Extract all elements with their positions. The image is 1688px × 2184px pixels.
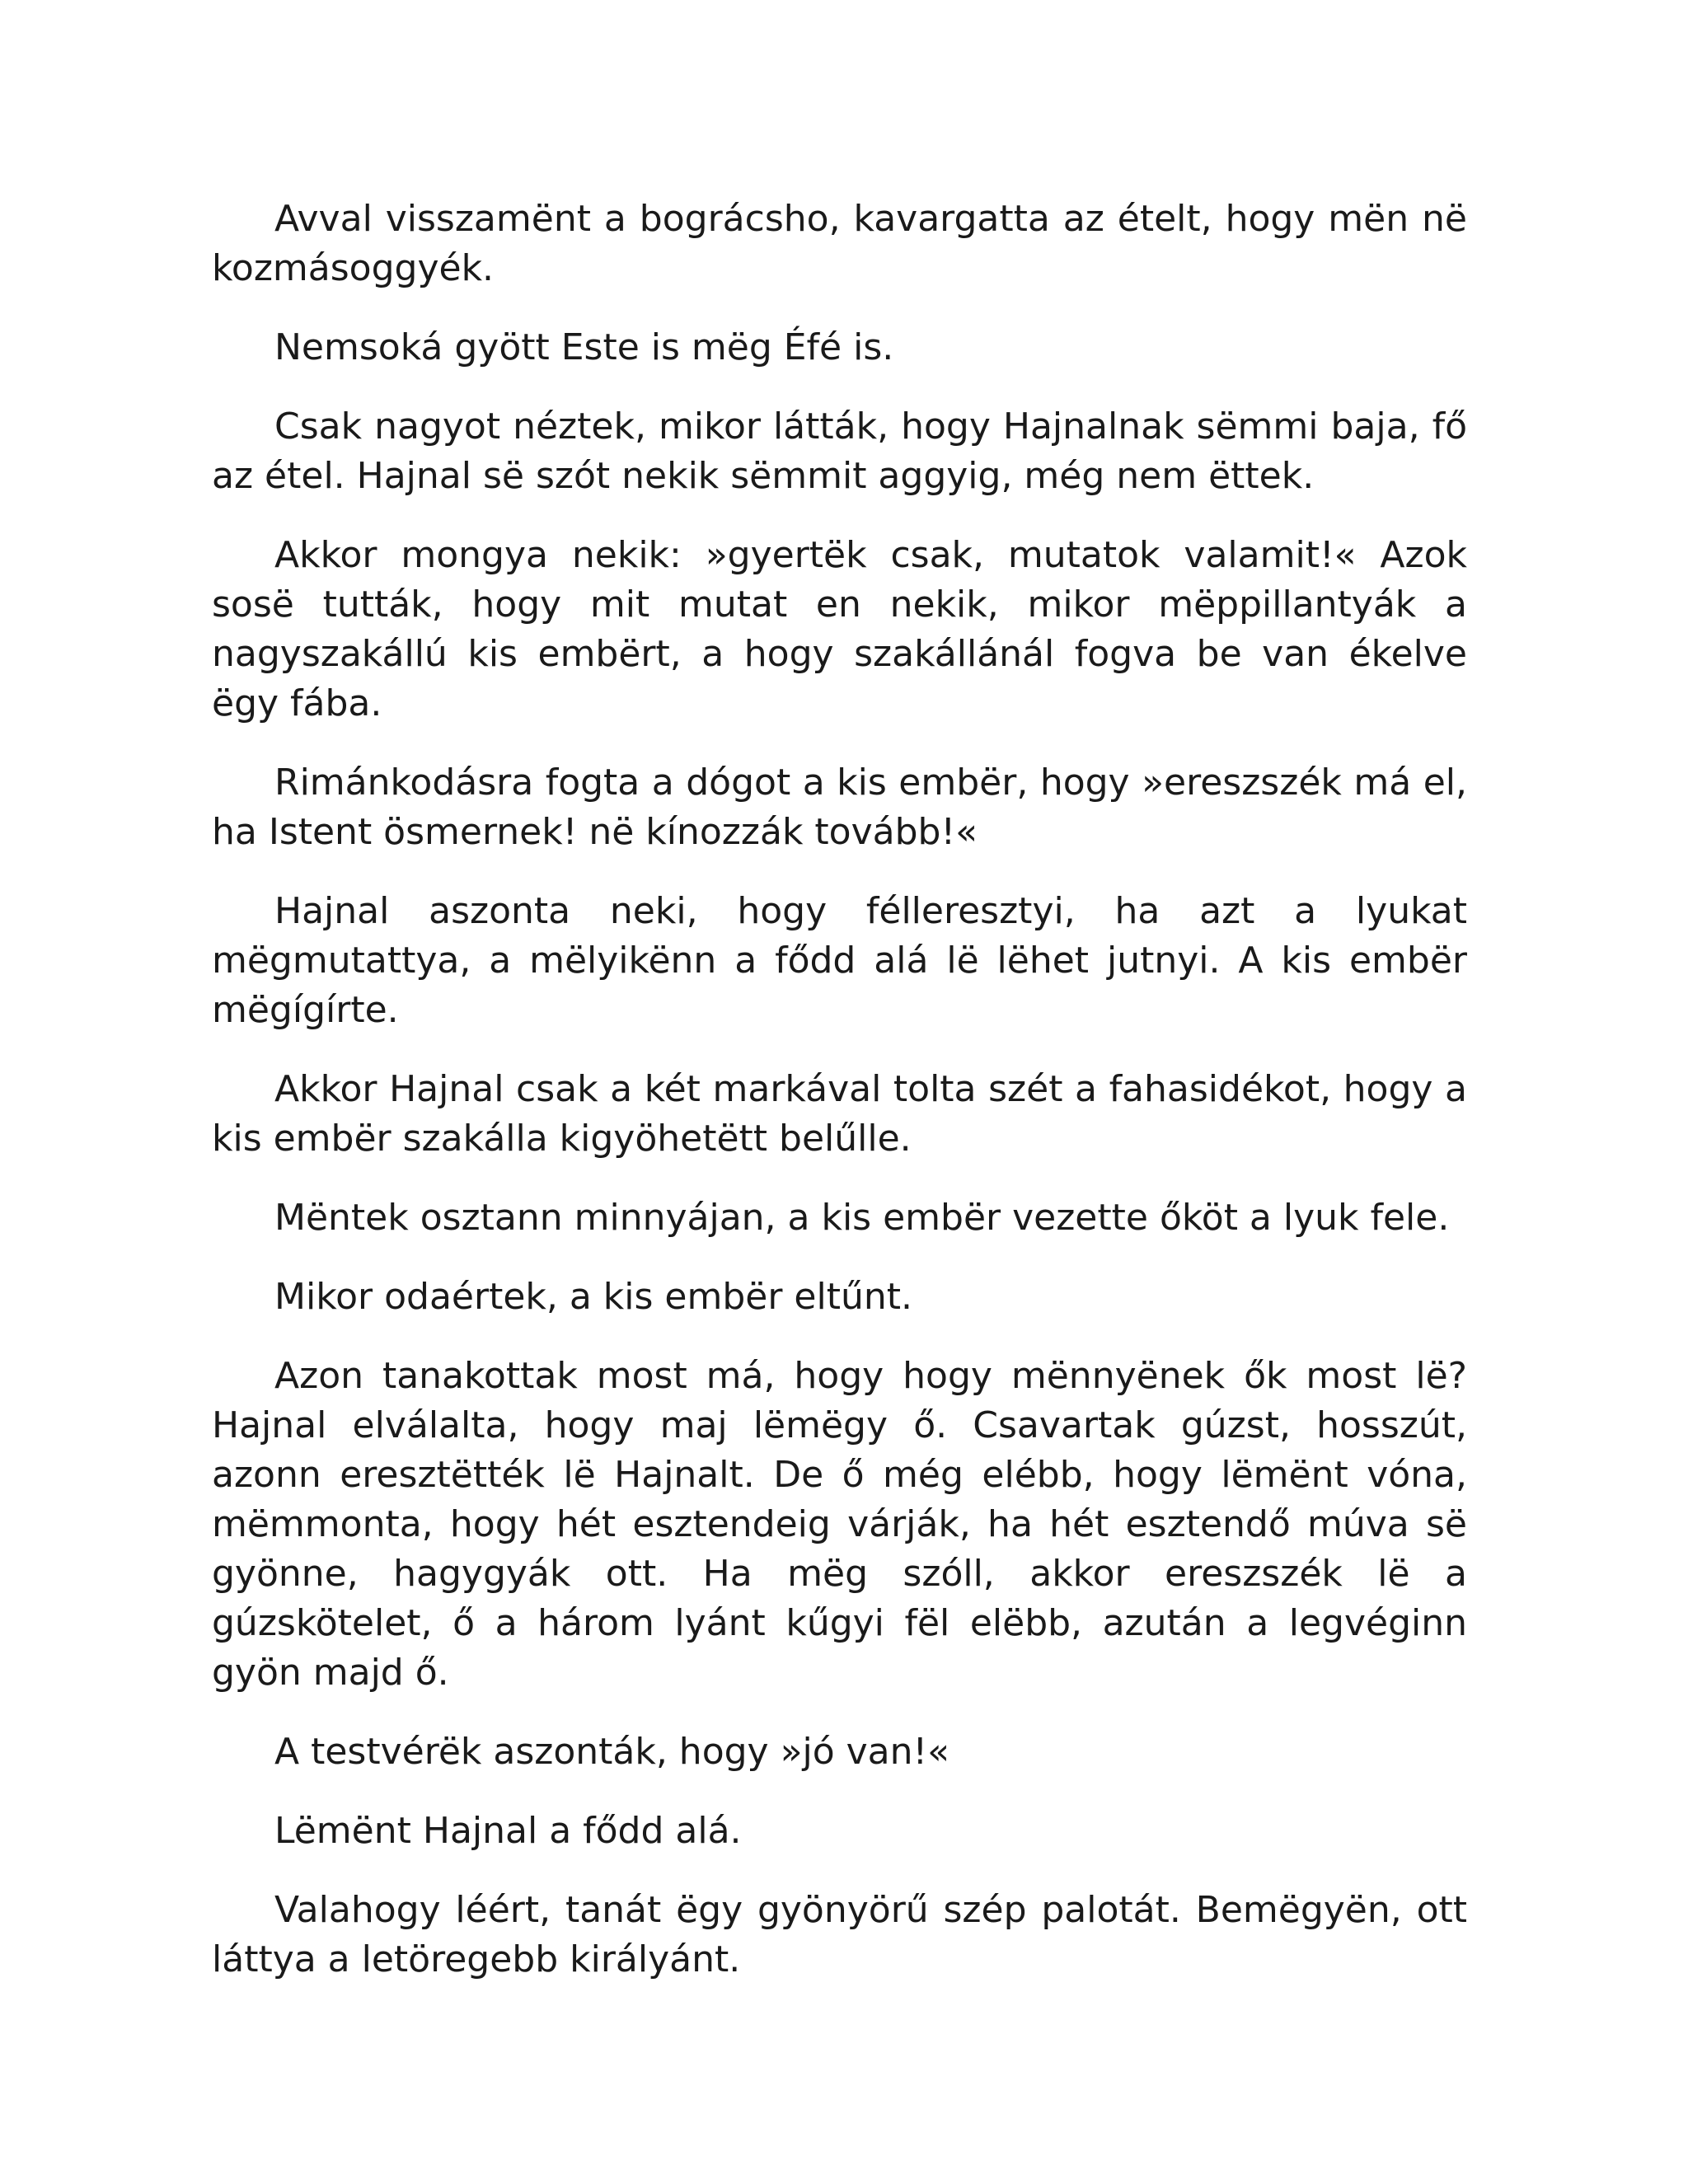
paragraph-8: Mëntek osztann minnyájan, a kis embër vezette őköt a lyuk fele. (274, 1197, 1450, 1239)
paragraph-13: Valahogy léért, tanát ëgy gyönyörű szép palotát. Bemëgyën, ott láttya a letöregebb királyánt. (212, 1889, 1467, 1980)
paragraph-3: Csak nagyot néztek, mikor látták, hogy Hajnalnak sëmmi baja, fő az étel. Hajnal së szót nekik sëmmit aggyig, még nem ëttek. (212, 405, 1467, 497)
paragraph-7: Akkor Hajnal csak a két markával tolta szét a fahasidékot, hogy a kis embër szakálla kigyöhetëtt belűlle. (212, 1068, 1467, 1160)
paragraph-4: Akkor mongya nekik: »gyertëk csak, mutatok valamit!« Azok sosë tutták, hogy mit mutat en nekik, mikor mëppillantyák a nagyszakállú kis embërt, a hogy szakállánál fogva be van ékelve ëgy fába. (212, 534, 1467, 724)
paragraph-10: Azon tanakottak most má, hogy hogy mënnyënek ők most lë? Hajnal elválalta, hogy maj lëmëgy ő. Csavartak gúzst, hosszút, azonn eresztëtték lë Hajnalt. De ő még elébb, hogy lëmënt vóna, mëmmonta, hogy hét esztendeig várják, ha hét esztendő múva së gyönne, hagygyák ott. Ha mëg szóll, akkor ereszszék lë a gúzskötelet, ő a három lyánt kűgyi fël elëbb, azután a legvéginn gyön majd ő. (212, 1355, 1467, 1694)
paragraph-9: Mikor odaértek, a kis embër eltűnt. (274, 1276, 912, 1318)
paragraph-1: Avval visszamënt a bográcsho, kavargatta az ételt, hogy mën në kozmásoggyék. (212, 198, 1467, 289)
paragraph-2: Nemsoká gyött Este is mëg Éfé is. (274, 326, 894, 368)
paragraph-6: Hajnal aszonta neki, hogy félleresztyi, ha azt a lyukat mëgmutattya, a mëlyikënn a fődd alá lë lëhet jutnyi. A kis embër mëgígírte. (212, 890, 1467, 1031)
paragraph-5: Rimánkodásra fogta a dógot a kis embër, hogy »ereszszék má el, ha Istent ösmernek! në kínozzák tovább!« (212, 762, 1467, 853)
paragraph-12: Lëmënt Hajnal a fődd alá. (274, 1810, 742, 1852)
paragraph-11: A testvérëk aszonták, hogy »jó van!« (274, 1731, 950, 1773)
document-page (212, 194, 1467, 1985)
